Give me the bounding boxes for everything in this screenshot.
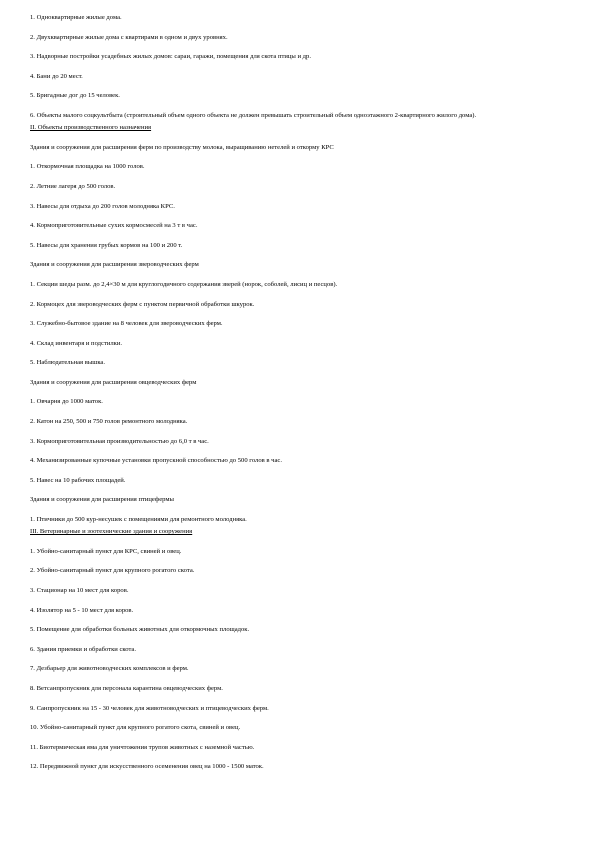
subsection-heading: Здания и сооружения для расширения овцеводческих ферм [30,378,197,386]
doc-line: 6. Объекты малого соцкультбыта (строительный объем одного объекта не должен превышать строительный объем одноэтажного 2-квартирного жилого дома). [30,111,477,119]
doc-line: 1. Убойно-санитарный пункт для КРС, свиней и овец. [30,547,182,555]
doc-line: 11. Биотермическая яма для уничтожения трупов животных с наземной частью. [30,743,255,751]
doc-line: 5. Помещение для обработки больных животных для откормочных площадок. [30,626,250,634]
doc-line: 5. Наблюдательная вышка. [30,359,106,367]
doc-line: 10. Убойно-санитарный пункт для крупного рогатого скота, свиней и овец. [30,724,241,732]
section-heading: III. Ветеринарные и зоотехнические здания и сооружения [30,528,193,536]
doc-line: 6. Здания приемки и обработки скота. [30,645,137,653]
doc-line: 2. Двухквартирные жилые дома с квартирами в одном и двух уровнях. [30,33,228,41]
doc-line: 3. Служебно-бытовое здание на 8 человек для звероводческих ферм. [30,320,223,328]
doc-line: 12. Передвижной пункт для искусственного осеменения овец на 1000 - 1500 маток. [30,763,264,771]
subsection-heading: Здания и сооружения для расширения птицефермы [30,496,174,504]
doc-line: 4. Склад инвентаря и подстилки. [30,339,123,347]
doc-line: 1. Секции шеды разм. до 2,4×30 м для круглогодичного содержания зверей (норок, соболей, лисиц и песцов). [30,280,338,288]
doc-line: 1. Одноквартирные жилые дома. [30,14,122,21]
doc-line: 4. Кормоприготовительные сухих кормосмесей на 3 т в час. [30,222,198,230]
subsection-heading: Здания и сооружения для расширения звероводческих ферм [30,261,199,269]
doc-line: 1. Овчарня до 1000 маток. [30,398,103,406]
doc-line: 7. Дезбарьер для животноводческих комплексов и ферм. [30,665,189,673]
doc-line: 2. Убойно-санитарный пункт для крупного рогатого скота. [30,567,195,575]
doc-line: 8. Ветсанпропускник для персонала карантина овцеводческих ферм. [30,685,223,692]
subsection-heading: Здания и сооружения для расширения ферм по производству молока, выращиванию нетелей и откорму КРС [30,143,334,151]
doc-line: 4. Бани до 20 мест. [30,72,83,80]
doc-line: 1. Птичники до 500 кур-несушек с помещениями для ремонтного молодняка. [30,516,247,524]
doc-line: 3. Стационар на 10 мест для коров. [30,587,129,595]
doc-line: 9. Санпропускник на 15 - 30 человек для животноводческих и птицеводческих ферм. [30,704,269,712]
doc-line: 1. Откормочная площадка на 1000 голов. [30,163,145,171]
doc-line: 5. Навесы для хранения грубых кормов на 100 и 200 т. [30,241,183,249]
section-heading: II. Объекты производственного назначения [30,124,152,132]
doc-line: 2. Кормоцех для звероводческих ферм с пунктом первичной обработки шкурок. [30,300,255,308]
doc-line: 3. Кормоприготовительная производительностью до 6,0 т в час. [30,437,209,445]
doc-line: 5. Бригадные дог до 15 человек. [30,92,120,100]
doc-line: 3. Навесы для отдыха до 200 голов молодняка КРС. [30,202,175,210]
doc-line: 3. Надворные постройки усадебных жилых домов: сараи, гаражи, помещения для скота птицы и др. [30,53,311,61]
doc-line: 4. Изолятор на 5 - 10 мест для коров. [30,606,134,614]
doc-line: 2. Летние лагеря до 500 голов. [30,182,116,190]
doc-line: 2. Катон на 250, 500 и 750 голов ремонтного молодняка. [30,418,188,426]
doc-line: 4. Механизированные купочные установки пропускной способностью до 500 голов в час. [30,457,282,465]
doc-line: 5. Навес на 10 рабочих площадей. [30,476,126,484]
